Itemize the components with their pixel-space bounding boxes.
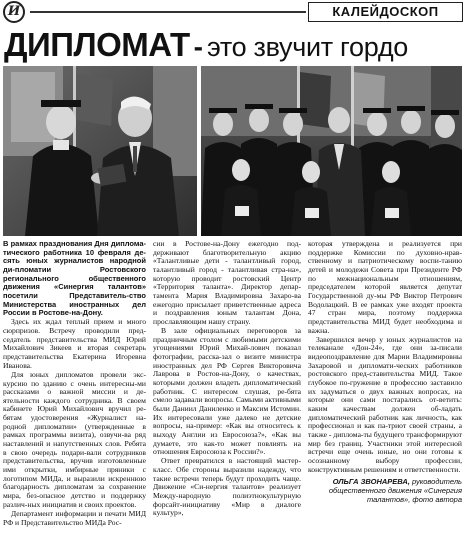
article-paragraph: которая утверждена и реализуется при поддержке Комиссии по духовно-нрав-ственному и патриотическому воспи-танию детей и молодежи Совета при Президенте РФ по межнациональным отношениям, председателем которой является депутат Государственной ду-мы РФ Виктор Петрович Водолацкий. В ее рамках уже входят проекта 47 стран мира, поэтому поддержка представительства МИД будет необходима и важна. xyxy=(308,240,462,335)
section-label-box xyxy=(308,2,463,22)
article-paragraph: Департамент информации и печати МИД РФ и Представительство МИДа Рос- xyxy=(3,508,146,527)
headline-main: ДИПЛОМАТ xyxy=(4,26,190,63)
photo-group-graduates xyxy=(201,66,462,236)
byline-name: ОЛЬГА ЗВОНАРЕВА, xyxy=(332,477,410,487)
photo-handshake-icon xyxy=(3,66,197,236)
article-paragraph: Завершился вечер у юных журналистов на телеканале «Дон-24», где они за-писали видеопоздравление для Марии Владимировны Захаровой и дипломати-ческих работников ростовского пред-ставительства МИД. Такое глубокое по-гружение в профессию заставило их задуматься о двух важных вопросах, на которые они сами постарались от-ветить: каким качествам должен об-ладать дипломатический работник как личность, как профессионал и как па-триот своей страны, а также - диплома-ты будущего трансформируют мир без границ. Участники этой интересной встречи еще очень юные, но они готовы к осознанному выбору профессии, конструктивным решениям и ответственности. xyxy=(308,334,462,474)
byline-role: руководитель общественного движения «Синергия талантов», фото автора xyxy=(328,477,462,504)
article-column-1 xyxy=(3,240,146,548)
header-rule xyxy=(30,11,306,13)
headline-subtitle: это звучит гордо xyxy=(206,32,408,62)
article-column-2 xyxy=(153,240,301,548)
article-lead: В рамках празднования Дня диплома-тического работника 10 февраля де-сять юных журналистов народной ди-пломатии Ростовского регионального общественного движения «Синергия талантов» посетили Представитель-ство Министерства иностранных дел России в Ростове-на-Дону. xyxy=(3,240,146,318)
headline-dash: - xyxy=(193,31,203,62)
newspaper-logo xyxy=(3,1,25,23)
article-paragraph: Здесь их ждал теплый прием и много сюрпризов. Встречу проводили пред-седатель представительства МИД Юрий Михайлович Зикеев и вторая секретарь представительства Екатерина Игоревна Иванова. xyxy=(3,317,146,370)
article-paragraph: В зале официальных переговоров за праздничным столом с любимыми детскими угощениями Юрий Михай-лович показал фотографии, расска-зал о визите министра иностранных дел РФ Сергея Викторовича Лаврова в Ростов-на-Дону, о качествах, которыми должен владеть дипломатический работник. С интересом слушая, ре-бята смело задавали вопросы. Самыми активными были Даниил Даниленко и Максим Истомин. Их интересовали уже далеко не детские вопросы, на-пример: «Как вы относитесь к выходу Англии из Евросоюза?», «Как вы думаете, это как-то может повлиять на отношения Евросоюза к России?». xyxy=(153,326,301,457)
article-column-3 xyxy=(308,240,462,548)
article-headline xyxy=(4,26,464,64)
section-title: КАЛЕЙДОСКОП xyxy=(332,4,439,19)
article-body xyxy=(3,240,462,548)
article-paragraph: Ответ превратился в настоящий мастер-класс. Обе стороны выразили надежду, что такие встречи теперь будут проходить чаще. Движение «Си-нергия талантов» реализует Между-народную полиэтнокультурную форсайт-инициативу «Мир в диалоге культур», xyxy=(153,456,301,518)
photo-handshake xyxy=(3,66,197,236)
page-header xyxy=(0,0,465,24)
article-paragraph: Для юных дипломатов провели экс-курсию по зданию с очень интересны-ми рассказами о важной миссии и де-ятельности каждого сотрудника. В своем кабинете Юрий Михайлович вручил ре-бятам удостоверения «Журналист на-родной дипломатии» (утвержденные в рамках программы визита), озвучи-ва ряд наставлений и напутственных слов. Ребята в свою очередь подари-вали сотрудников представительства, вручив изготовленные ими открытки, имбирные пряники с логотипом МИДа, и выразили искреннюю благодарность дипломатам за сохранение мира, без-опасное детство и поддержку различ-ных инициатив и своих проектов. xyxy=(3,369,146,509)
article-paragraph: сии в Ростове-на-Дону ежегодно под-держивают благотворительную акцию «Талантливые дети - талантливый город, талантливый город - талантливая стра-на», которую проводит ростовский Центр «Территория таланта». Директор депар-тамента Мария Владимировна Захаро-ва ежегодно присылает приветственные адреса и поздравления юным талантам Дона, прославляющим нашу страну. xyxy=(153,240,301,326)
photo-group-graduates-icon xyxy=(201,66,462,236)
article-byline xyxy=(308,478,462,504)
logo-letter: И xyxy=(7,4,21,19)
